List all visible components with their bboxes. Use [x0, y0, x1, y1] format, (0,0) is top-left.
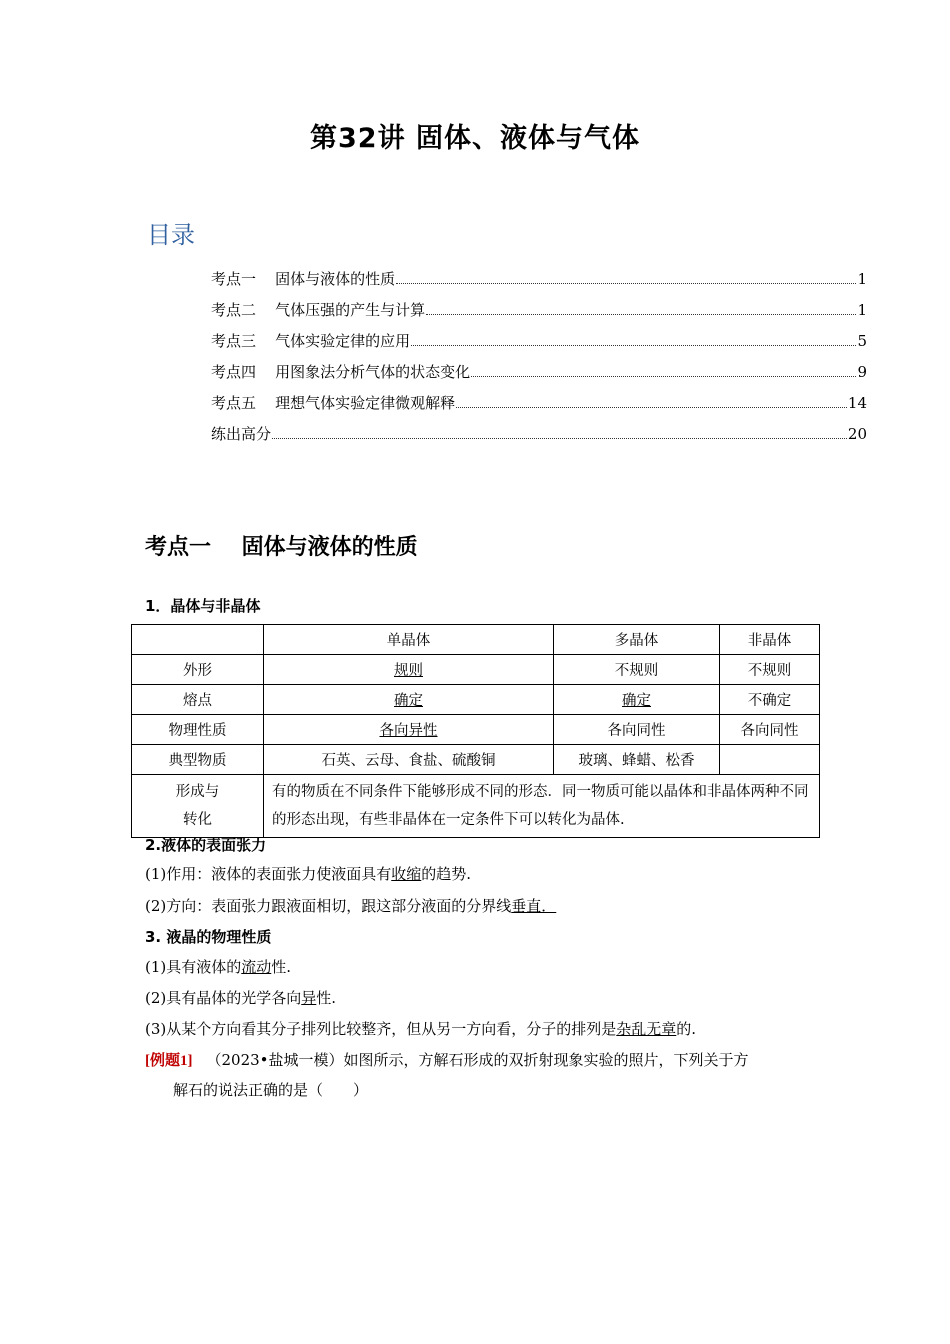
toc-entry-label: 考点二 气体压强的产生与计算: [211, 301, 426, 319]
text-run: (2)方向：表面张力跟液面相切，跟这部分液面的分界线: [145, 897, 512, 915]
table-row-label: 熔点: [132, 685, 264, 715]
table-row-label: 物理性质: [132, 715, 264, 745]
toc-entry-label: 练出高分: [211, 425, 272, 443]
toc-entry-page: 1: [857, 301, 867, 319]
toc-entry-label: 考点四 用图象法分析气体的状态变化: [211, 363, 471, 381]
text-run: 的趋势.: [421, 865, 472, 883]
underlined-answer: 确定: [622, 693, 651, 709]
paragraph-line: [145, 1018, 696, 1039]
toc-leader-dots: [456, 407, 847, 408]
table-row: [132, 655, 820, 685]
paragraph-line: [145, 863, 471, 884]
toc-entry-page: 20: [847, 425, 867, 443]
toc-entry[interactable]: [211, 383, 867, 414]
toc-entry-label: 考点一 固体与液体的性质: [211, 270, 396, 288]
text-run: (1)作用：液体的表面张力使液面具有: [145, 865, 392, 883]
text-run: 的.: [676, 1020, 697, 1038]
table-header-cell: 非晶体: [720, 625, 820, 655]
subsection-heading: 1．晶体与非晶体: [145, 597, 261, 615]
table-cell: [720, 745, 820, 775]
toc-entry-page: 9: [857, 363, 867, 381]
toc-entry[interactable]: [211, 414, 867, 445]
table-cell: [264, 655, 554, 685]
underlined-answer: 收缩: [391, 865, 422, 883]
toc-entry[interactable]: [211, 321, 867, 352]
table-header-cell: 单晶体: [264, 625, 554, 655]
toc-leader-dots: [411, 345, 856, 346]
example-text: （2023•盐城一模）如图所示，方解石形成的双折射现象实验的照片，下列关于方: [206, 1051, 749, 1069]
underlined-answer: 确定: [394, 693, 423, 709]
page-title: 第32讲 固体、液体与气体: [310, 123, 640, 154]
toc-entry[interactable]: [211, 290, 867, 321]
example-question-continuation: 解石的说法正确的是（ ）: [173, 1081, 369, 1099]
example-question: [145, 1049, 749, 1070]
subsection-heading: 3. 液晶的物理性质: [145, 928, 272, 946]
table-cell: [264, 715, 554, 745]
table-row: [132, 685, 820, 715]
table-row-label-line: 形成与: [175, 784, 220, 800]
underlined-answer: 规则: [394, 663, 423, 679]
table-cell: 不规则: [554, 655, 720, 685]
section-title: 考点一 固体与液体的性质: [145, 535, 418, 560]
toc-entry[interactable]: [211, 259, 867, 290]
table-row-label: [132, 775, 264, 838]
paragraph-line: [145, 956, 291, 977]
toc-entry-label: 考点三 气体实验定律的应用: [211, 332, 411, 350]
table-cell: [554, 685, 720, 715]
table-cell: 各向同性: [554, 715, 720, 745]
toc-leader-dots: [426, 314, 856, 315]
table-cell: 玻璃、蜂蜡、松香: [554, 745, 720, 775]
text-run: (1)具有液体的: [145, 958, 242, 976]
toc-entry-label: 考点五 理想气体实验定律微观解释: [211, 394, 456, 412]
toc-leader-dots: [396, 283, 856, 284]
table-row-label: 典型物质: [132, 745, 264, 775]
underlined-answer: 各向异性: [379, 723, 438, 739]
underlined-answer: 杂乱无章: [616, 1020, 677, 1038]
table-row: [132, 775, 820, 838]
toc-leader-dots: [471, 376, 856, 377]
table-row: [132, 715, 820, 745]
table-cell: 不确定: [720, 685, 820, 715]
toc-entry[interactable]: [211, 352, 867, 383]
table-row: [132, 745, 820, 775]
paragraph-line: [145, 987, 336, 1008]
toc-leader-dots: [272, 438, 847, 439]
text-run: 性.: [271, 958, 292, 976]
paragraph-line: [145, 895, 556, 916]
underlined-answer: 垂直．: [511, 897, 557, 915]
underlined-answer: 流动: [241, 958, 272, 976]
table-header-cell: 多晶体: [554, 625, 720, 655]
subsection-heading: 2.液体的表面张力: [145, 836, 267, 854]
text-run: (3)从某个方向看其分子排列比较整齐，但从另一方向看，分子的排列是: [145, 1020, 617, 1038]
table-row-label: 外形: [132, 655, 264, 685]
toc-entry-page: 1: [857, 270, 867, 288]
table-cell: 各向同性: [720, 715, 820, 745]
toc-entry-page: 14: [847, 394, 867, 412]
toc-entry-page: 5: [857, 332, 867, 350]
table-row-label-line: 转化: [183, 812, 212, 828]
text-run: 性.: [316, 989, 337, 1007]
table-cell: [264, 685, 554, 715]
table-header-cell: [132, 625, 264, 655]
text-run: (2)具有晶体的光学各向: [145, 989, 302, 1007]
table-header-row: [132, 625, 820, 655]
example-tag: [例题1]: [145, 1053, 193, 1069]
crystal-comparison-table: [131, 624, 820, 838]
table-cell-transformation: 有的物质在不同条件下能够形成不同的形态．同一物质可能以晶体和非晶体两种不同的形态出现，有些非晶体在一定条件下可以转化为晶体.: [264, 775, 820, 838]
toc-heading: 目录: [147, 221, 195, 249]
underlined-answer: 异: [301, 989, 317, 1007]
table-of-contents: [211, 259, 867, 445]
table-cell: 不规则: [720, 655, 820, 685]
table-cell: 石英、云母、食盐、硫酸铜: [264, 745, 554, 775]
